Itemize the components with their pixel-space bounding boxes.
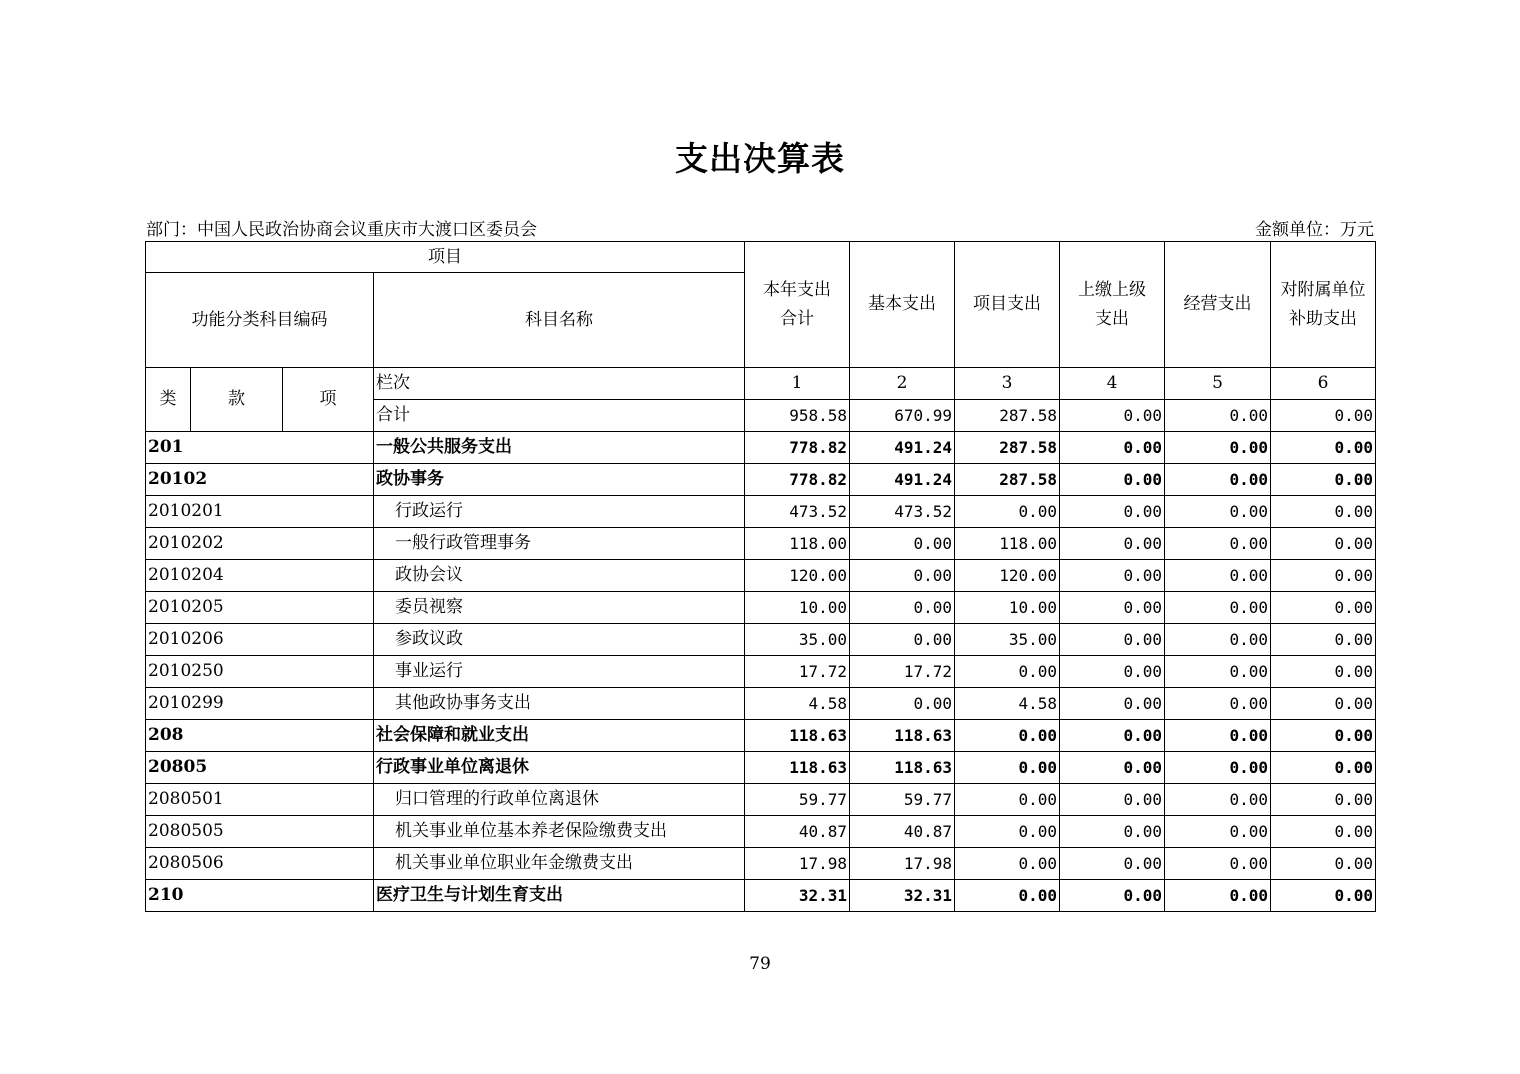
col-number: 6 (1271, 368, 1376, 400)
table-row (146, 592, 1376, 624)
table-row (146, 656, 1376, 688)
row-value: 0.00 (1271, 656, 1376, 688)
row-name: 其他政协事务支出 (374, 688, 745, 720)
row-value: 0.00 (1165, 528, 1271, 560)
row-value: 118.63 (745, 720, 850, 752)
func-code-header: 功能分类科目编码 (146, 273, 374, 368)
row-code: 2010201 (146, 496, 374, 528)
row-value: 118.00 (955, 528, 1060, 560)
col-number: 4 (1060, 368, 1165, 400)
row-value: 0.00 (1060, 496, 1165, 528)
row-value: 0.00 (955, 784, 1060, 816)
row-value: 0.00 (1165, 496, 1271, 528)
row-value: 0.00 (1060, 656, 1165, 688)
row-value: 0.00 (1271, 496, 1376, 528)
row-value: 778.82 (745, 464, 850, 496)
row-value: 17.72 (745, 656, 850, 688)
row-value: 0.00 (1060, 528, 1165, 560)
col-number: 2 (850, 368, 955, 400)
kuan-header: 款 (191, 368, 283, 432)
row-value: 40.87 (850, 816, 955, 848)
row-name: 归口管理的行政单位离退休 (374, 784, 745, 816)
row-value: 32.31 (745, 880, 850, 912)
row-name: 行政运行 (374, 496, 745, 528)
row-value: 0.00 (1271, 816, 1376, 848)
table-row (146, 432, 1376, 464)
row-name: 医疗卫生与计划生育支出 (374, 880, 745, 912)
row-name: 机关事业单位职业年金缴费支出 (374, 848, 745, 880)
row-value: 0.00 (1060, 688, 1165, 720)
row-code: 2080501 (146, 784, 374, 816)
expenditure-table (145, 241, 1376, 912)
unit-label: 金额单位：万元 (1255, 220, 1374, 240)
total-value: 958.58 (745, 400, 850, 432)
row-value: 0.00 (1165, 624, 1271, 656)
row-code: 210 (146, 880, 374, 912)
total-value: 0.00 (1060, 400, 1165, 432)
row-value: 0.00 (1060, 848, 1165, 880)
table-row (146, 496, 1376, 528)
row-value: 0.00 (1271, 592, 1376, 624)
row-value: 0.00 (1165, 432, 1271, 464)
row-value: 0.00 (1060, 816, 1165, 848)
row-code: 208 (146, 720, 374, 752)
row-value: 0.00 (1060, 720, 1165, 752)
row-value: 35.00 (745, 624, 850, 656)
row-value: 0.00 (1271, 784, 1376, 816)
total-value: 0.00 (1271, 400, 1376, 432)
row-value: 0.00 (1271, 720, 1376, 752)
row-value: 4.58 (955, 688, 1060, 720)
row-value: 0.00 (1271, 432, 1376, 464)
row-value: 17.98 (850, 848, 955, 880)
row-value: 118.00 (745, 528, 850, 560)
row-value: 0.00 (1165, 752, 1271, 784)
lei-header: 类 (146, 368, 191, 432)
table-row (146, 560, 1376, 592)
row-value: 0.00 (850, 528, 955, 560)
row-value: 0.00 (1271, 688, 1376, 720)
row-value: 0.00 (1060, 432, 1165, 464)
table-body (146, 242, 1376, 912)
row-code: 20102 (146, 464, 374, 496)
xiang-header: 项 (283, 368, 374, 432)
row-value: 0.00 (955, 752, 1060, 784)
row-value: 0.00 (1060, 752, 1165, 784)
row-value: 473.52 (745, 496, 850, 528)
row-value: 287.58 (955, 432, 1060, 464)
row-value: 0.00 (1271, 624, 1376, 656)
row-name: 机关事业单位基本养老保险缴费支出 (374, 816, 745, 848)
row-value: 17.72 (850, 656, 955, 688)
row-value: 0.00 (1060, 464, 1165, 496)
row-value: 778.82 (745, 432, 850, 464)
col-upper-header: 上缴上级 支出 (1060, 242, 1165, 368)
row-code: 2010206 (146, 624, 374, 656)
row-value: 0.00 (1165, 592, 1271, 624)
row-value: 491.24 (850, 432, 955, 464)
row-value: 0.00 (1271, 528, 1376, 560)
row-value: 10.00 (745, 592, 850, 624)
row-value: 0.00 (1060, 592, 1165, 624)
table-row (146, 848, 1376, 880)
row-name: 政协事务 (374, 464, 745, 496)
row-value: 0.00 (1060, 784, 1165, 816)
row-value: 0.00 (1165, 784, 1271, 816)
row-value: 59.77 (745, 784, 850, 816)
row-name: 政协会议 (374, 560, 745, 592)
row-value: 17.98 (745, 848, 850, 880)
row-value: 32.31 (850, 880, 955, 912)
table-row (146, 816, 1376, 848)
row-name: 委员视察 (374, 592, 745, 624)
row-value: 0.00 (1165, 464, 1271, 496)
row-value: 118.63 (850, 720, 955, 752)
row-name: 参政议政 (374, 624, 745, 656)
row-value: 0.00 (955, 720, 1060, 752)
row-code: 2010299 (146, 688, 374, 720)
row-value: 120.00 (955, 560, 1060, 592)
row-value: 287.58 (955, 464, 1060, 496)
page-number: 79 (749, 954, 771, 974)
row-value: 0.00 (850, 560, 955, 592)
header-row-lanci (146, 368, 1376, 400)
project-header: 项目 (146, 242, 745, 273)
table-row (146, 688, 1376, 720)
table-row (146, 784, 1376, 816)
col-subsidy-header: 对附属单位 补助支出 (1271, 242, 1376, 368)
department-label: 部门：中国人民政治协商会议重庆市大渡口区委员会 (146, 220, 537, 240)
row-value: 0.00 (1060, 880, 1165, 912)
col-number: 5 (1165, 368, 1271, 400)
row-name: 行政事业单位离退休 (374, 752, 745, 784)
row-code: 20805 (146, 752, 374, 784)
row-name: 一般公共服务支出 (374, 432, 745, 464)
row-value: 0.00 (1165, 688, 1271, 720)
total-value: 0.00 (1165, 400, 1271, 432)
row-value: 4.58 (745, 688, 850, 720)
row-name: 事业运行 (374, 656, 745, 688)
total-value: 670.99 (850, 400, 955, 432)
row-value: 491.24 (850, 464, 955, 496)
row-value: 0.00 (1271, 752, 1376, 784)
col-project-header: 项目支出 (955, 242, 1060, 368)
row-value: 0.00 (1165, 656, 1271, 688)
total-label: 合计 (374, 400, 745, 432)
row-value: 120.00 (745, 560, 850, 592)
table-row (146, 528, 1376, 560)
row-value: 0.00 (955, 880, 1060, 912)
row-value: 10.00 (955, 592, 1060, 624)
row-value: 0.00 (1165, 816, 1271, 848)
table-row (146, 720, 1376, 752)
subject-name-header: 科目名称 (374, 273, 745, 368)
col-business-header: 经营支出 (1165, 242, 1271, 368)
row-code: 201 (146, 432, 374, 464)
col-number: 1 (745, 368, 850, 400)
row-code: 2010202 (146, 528, 374, 560)
row-value: 0.00 (850, 624, 955, 656)
col-number: 3 (955, 368, 1060, 400)
row-value: 0.00 (850, 688, 955, 720)
row-value: 59.77 (850, 784, 955, 816)
row-name: 一般行政管理事务 (374, 528, 745, 560)
table-row (146, 624, 1376, 656)
row-value: 118.63 (745, 752, 850, 784)
row-value: 0.00 (1165, 880, 1271, 912)
row-value: 118.63 (850, 752, 955, 784)
row-value: 0.00 (850, 592, 955, 624)
row-code: 2080505 (146, 816, 374, 848)
row-code: 2080506 (146, 848, 374, 880)
row-value: 35.00 (955, 624, 1060, 656)
row-value: 40.87 (745, 816, 850, 848)
row-value: 0.00 (955, 656, 1060, 688)
row-code: 2010250 (146, 656, 374, 688)
row-value: 0.00 (955, 848, 1060, 880)
row-value: 0.00 (1271, 464, 1376, 496)
table-row (146, 752, 1376, 784)
row-value: 0.00 (1271, 880, 1376, 912)
header-row-project (146, 242, 1376, 273)
page-title: 支出决算表 (675, 139, 845, 178)
row-value: 0.00 (1165, 560, 1271, 592)
total-value: 287.58 (955, 400, 1060, 432)
row-value: 0.00 (1060, 624, 1165, 656)
row-value: 0.00 (1271, 560, 1376, 592)
col-basic-header: 基本支出 (850, 242, 955, 368)
row-code: 2010205 (146, 592, 374, 624)
table-row (146, 880, 1376, 912)
row-value: 0.00 (1060, 560, 1165, 592)
row-value: 0.00 (955, 816, 1060, 848)
row-value: 0.00 (1165, 848, 1271, 880)
row-value: 0.00 (1271, 848, 1376, 880)
table-row (146, 464, 1376, 496)
col-total-header: 本年支出 合计 (745, 242, 850, 368)
lanci-label: 栏次 (374, 368, 745, 400)
row-value: 0.00 (955, 496, 1060, 528)
row-name: 社会保障和就业支出 (374, 720, 745, 752)
row-value: 0.00 (1165, 720, 1271, 752)
row-value: 473.52 (850, 496, 955, 528)
row-code: 2010204 (146, 560, 374, 592)
